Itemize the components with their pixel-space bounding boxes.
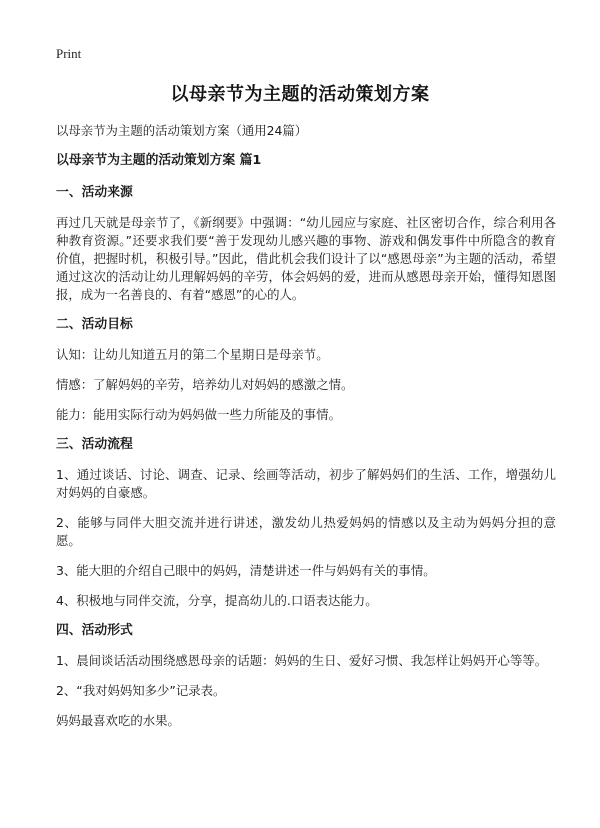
section-activity-goals [56,316,556,424]
paragraph: 能力：能用实际行动为妈妈做一些力所能及的事情。 [56,407,341,422]
section-heading: 一、活动来源 [56,185,133,200]
paragraph: 4、积极地与同伴交流，分享，提高幼儿的.口语表达能力。 [56,593,378,608]
paragraph: 1、晨间谈话活动围绕感恩母亲的话题：妈妈的生日、爱好习惯、我怎样让妈妈开心等等。 [56,653,548,668]
section-activity-origin [56,184,556,304]
paragraph: 2、能够与同伴大胆交流并进行讲述，激发幼儿热爱妈妈的情感以及主动为妈妈分担的意愿。 [56,515,556,548]
paragraph: 2、“我对妈妈知多少”记录表。 [56,683,226,698]
paragraph: 情感：了解妈妈的辛劳，培养幼儿对妈妈的感激之情。 [56,377,354,392]
document-body [56,122,556,742]
paragraph: 3、能大胆的介绍自己眼中的妈妈，清楚讲述一件与妈妈有关的事情。 [56,563,436,578]
paragraph: 认知：让幼儿知道五月的第二个星期日是母亲节。 [56,347,329,362]
paragraph: 1、通过谈话、讨论、调查、记录、绘画等活动，初步了解妈妈们的生活、工作，增强幼儿对妈妈的自豪感。 [56,467,556,500]
section-heading: 三、活动流程 [56,437,133,452]
document-title: 以母亲节为主题的活动策划方案 [170,84,430,105]
paragraph: 再过几天就是母亲节了，《新纲要》中强调：“幼儿园应与家庭、社区密切合作，综合利用各种教育资源。”还要求我们要“善于发现幼儿感兴趣的事物、游戏和偶发事件中所隐含的教育价值，把握时机，积极引导。”因此，借此机会我们设计了以“感恩母亲”为主题的活动，希望通过这次的活动让幼儿理解妈妈的辛劳，体会妈妈的爱，进而从感恩母亲开始，懂得知恩图报，成为一名善良的、有着“感恩”的心的人。 [56,215,556,302]
section-heading: 四、活动形式 [56,623,133,638]
section-heading: 二、活动目标 [56,317,133,332]
section-activity-form [56,622,556,730]
paragraph: 妈妈最喜欢吃的水果。 [56,713,180,728]
document-subtitle: 以母亲节为主题的活动策划方案（通用24篇） [56,123,308,138]
print-label: Print [56,46,82,61]
section-activity-process [56,436,556,610]
section-title: 以母亲节为主题的活动策划方案 篇1 [56,153,262,168]
